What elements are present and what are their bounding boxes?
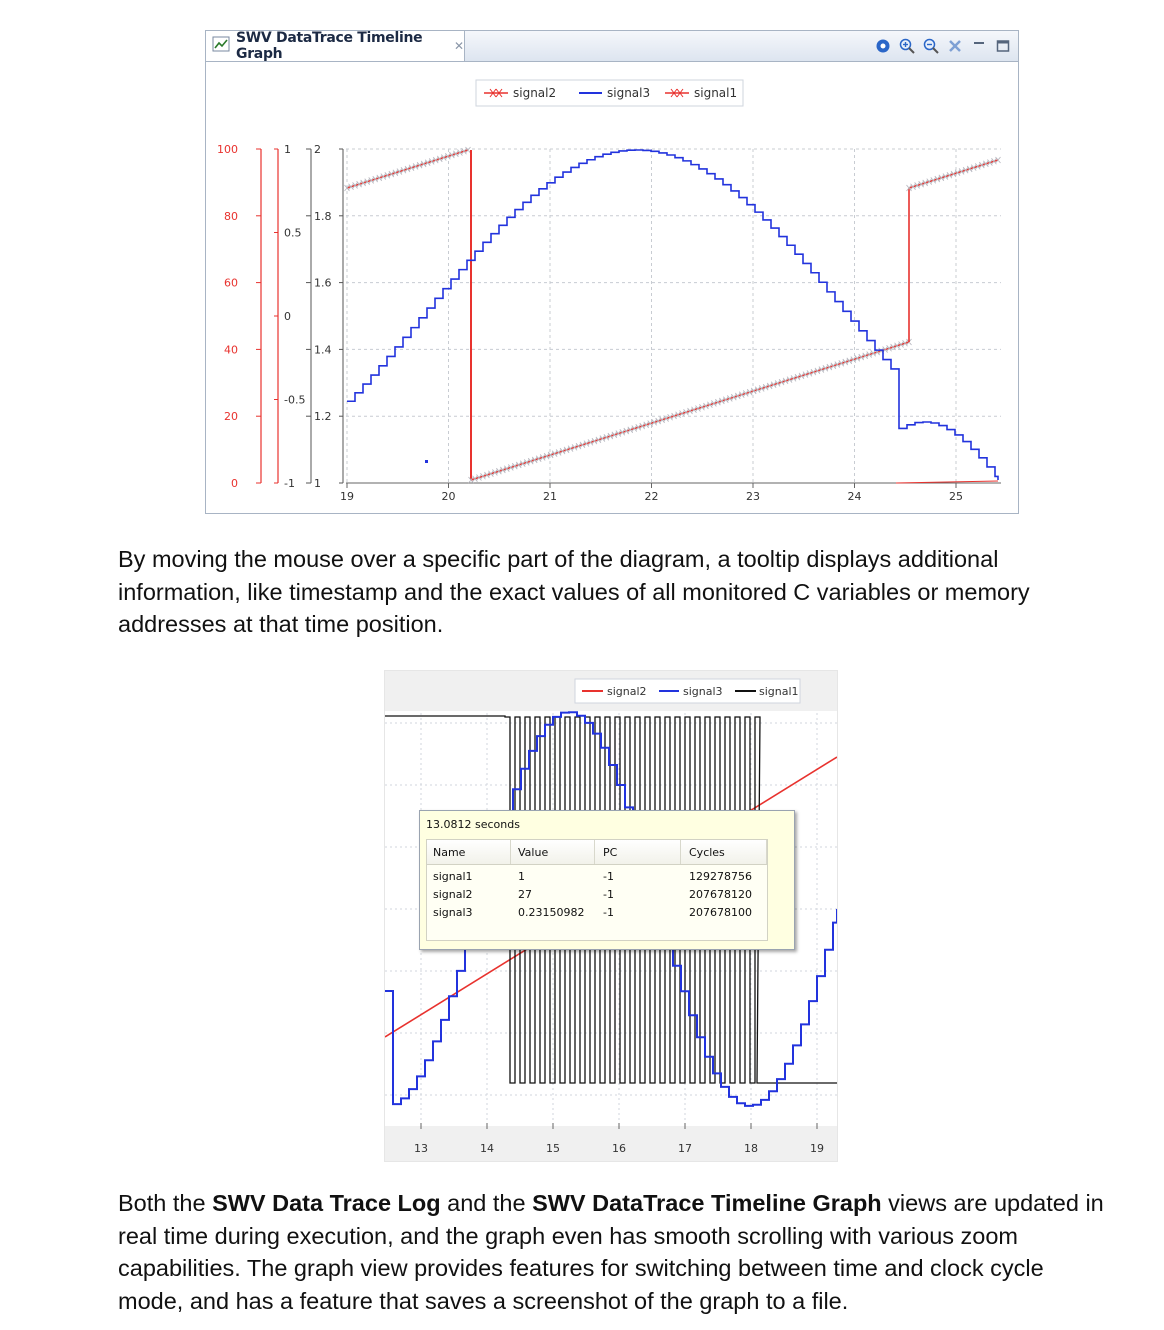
x-tick-label: 23 <box>746 490 760 503</box>
close-icon[interactable]: ✕ <box>453 39 464 53</box>
cell-pc: -1 <box>603 906 614 919</box>
legend-label-signal1: signal1 <box>694 86 738 100</box>
x-tick-label: 14 <box>480 1142 494 1155</box>
column-header-pc: PC <box>603 846 618 859</box>
chart-legend-2 <box>575 679 800 703</box>
timeline-graph-view <box>205 30 1019 514</box>
paragraph-tooltip-description: By moving the mouse over a specific part of the diagram, a tooltip displays additional information, like timestamp and the exact values of all monitored C variables or memory addresses at that time position. <box>118 546 1030 637</box>
y-tick-label: 1.6 <box>314 276 332 290</box>
bold-term-data-trace-log: SWV Data Trace Log <box>212 1190 441 1216</box>
tooltip-table <box>426 839 768 941</box>
zoom-out-icon[interactable] <box>922 37 940 55</box>
y-tick-label: 80 <box>224 209 238 223</box>
minimize-icon[interactable] <box>970 37 988 55</box>
y-tick-label: 1.2 <box>314 410 332 424</box>
x-tick-label: 20 <box>441 490 456 503</box>
x-tick-label: 19 <box>340 490 354 503</box>
x-tick-label: 13 <box>414 1142 428 1155</box>
y-tick-label: 60 <box>224 276 238 290</box>
tooltip-timestamp: 13.0812 seconds <box>426 818 520 831</box>
cell-pc: -1 <box>603 870 614 883</box>
chart-grid <box>346 149 1001 483</box>
data-tooltip <box>419 810 795 950</box>
bold-term-timeline-graph: SWV DataTrace Timeline Graph <box>532 1190 882 1216</box>
paragraph-text: views are updated in real time during execution, and the graph even has smooth scrolling with various zoom capabilities. The graph view provides features for switching between time and clock cycle mode, and has a feature that saves a screenshot of the graph to a file. <box>118 1190 1104 1314</box>
x-tick-label: 21 <box>543 490 557 503</box>
legend-label-signal2: signal2 <box>607 685 647 698</box>
cell-cycles: 207678100 <box>689 906 752 919</box>
x-tick-label: 19 <box>810 1142 824 1155</box>
series-signal1 <box>345 147 1001 483</box>
cell-value: 0.23150982 <box>518 906 585 919</box>
cell-cycles: 129278756 <box>689 870 752 883</box>
cell-cycles: 207678120 <box>689 888 752 901</box>
data-point-markers <box>345 147 471 191</box>
legend-label-signal3: signal3 <box>607 86 651 100</box>
x-tick-label: 22 <box>644 490 659 503</box>
y-tick-label: 1 <box>284 143 291 156</box>
cell-name: signal2 <box>433 888 473 901</box>
y-tick-label: 100 <box>217 143 238 156</box>
cell-name: signal3 <box>433 906 473 919</box>
view-toolbar <box>874 31 1012 61</box>
mouse-pointer-dot <box>425 460 428 463</box>
x-axis <box>340 483 1001 503</box>
y-axis-percent <box>217 143 261 490</box>
series-signal3 <box>347 150 998 480</box>
cell-value: 1 <box>518 870 525 883</box>
view-tab[interactable] <box>206 31 465 61</box>
cell-name: signal1 <box>433 870 473 883</box>
timeline-chart[interactable] <box>206 62 1018 512</box>
y-axis-signal2 <box>306 143 343 490</box>
x-tick-label: 24 <box>847 490 862 503</box>
record-icon[interactable] <box>874 37 892 55</box>
column-header-value: Value <box>518 846 549 859</box>
view-tab-bar <box>206 31 1018 62</box>
y-tick-label: -1 <box>284 477 295 490</box>
column-header-name: Name <box>433 846 466 859</box>
column-header-cycles: Cycles <box>689 846 725 859</box>
x-tick-label: 18 <box>744 1142 758 1155</box>
y-tick-label: 40 <box>224 343 238 357</box>
y-tick-label: 1.4 <box>314 343 332 357</box>
zoom-in-icon[interactable] <box>898 37 916 55</box>
legend-label-signal3: signal3 <box>683 685 723 698</box>
legend-label-signal1: signal1 <box>759 685 799 698</box>
legend-label-signal2: signal2 <box>513 86 557 100</box>
y-tick-label: 0 <box>284 310 291 323</box>
data-point-markers <box>469 339 912 483</box>
graph-icon <box>212 36 230 56</box>
clear-icon[interactable] <box>946 37 964 55</box>
y-tick-label: 1.8 <box>314 209 332 223</box>
tooltip-table-header <box>427 840 767 865</box>
y-tick-label: 0 <box>231 477 238 490</box>
x-tick-label: 16 <box>612 1142 626 1155</box>
data-point-markers <box>907 157 1001 191</box>
y-tick-label: -0.5 <box>284 393 306 407</box>
x-tick-label: 25 <box>949 490 963 503</box>
paragraph-views-description <box>118 1187 1108 1317</box>
chart-legend <box>476 80 743 106</box>
y-axis-signal1 <box>274 143 305 490</box>
y-tick-label: 2 <box>314 143 321 156</box>
cell-value: 27 <box>518 888 532 901</box>
x-tick-label: 17 <box>678 1142 692 1155</box>
x-tick-label: 15 <box>546 1142 560 1155</box>
paragraph-text: and the <box>440 1190 533 1216</box>
view-tab-title: SWV DataTrace Timeline Graph <box>236 30 423 62</box>
y-tick-label: 20 <box>224 410 238 424</box>
cell-pc: -1 <box>603 888 614 901</box>
y-tick-label: 0.5 <box>284 226 302 240</box>
y-tick-label: 1 <box>314 477 321 490</box>
maximize-icon[interactable] <box>994 37 1012 55</box>
paragraph-text: Both the <box>118 1190 213 1216</box>
